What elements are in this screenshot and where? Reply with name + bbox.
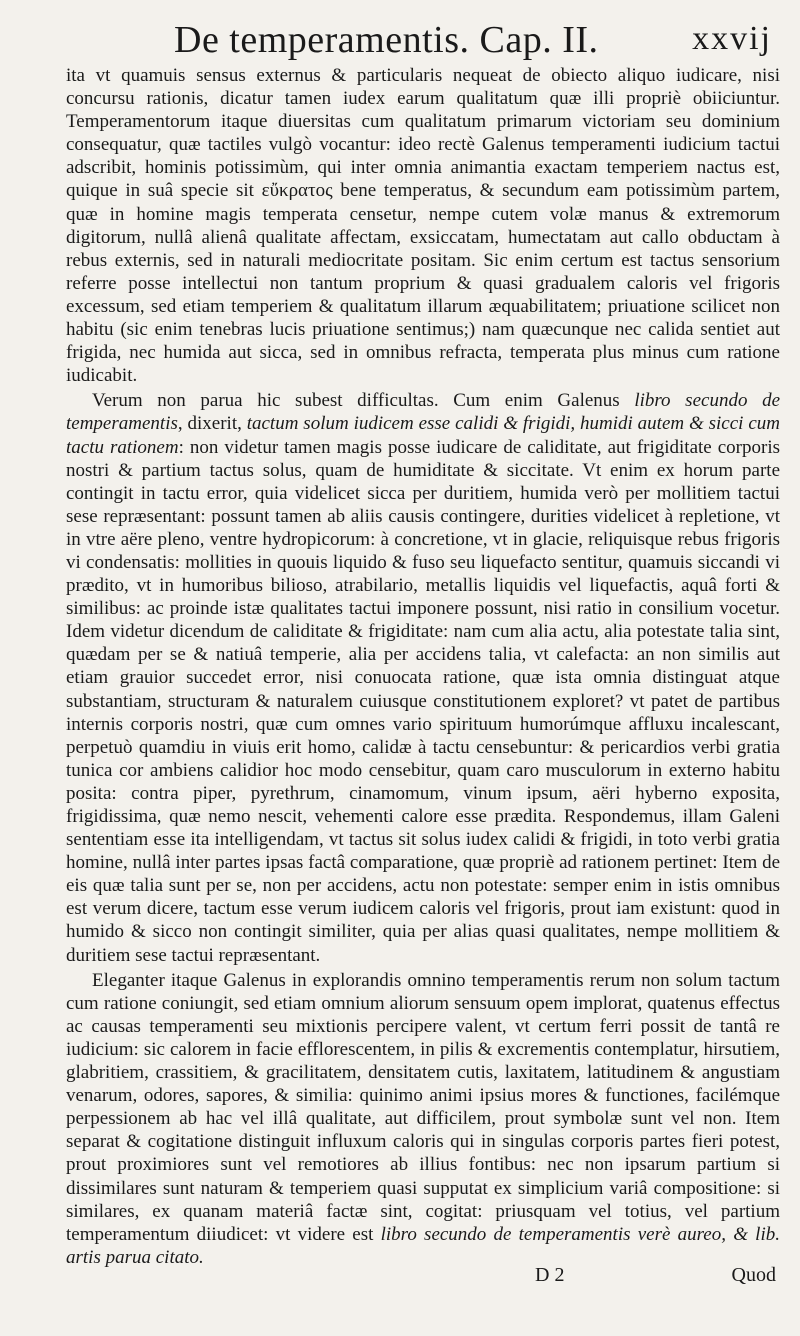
- paragraph-text: Eleganter itaque Galenus in explorandis omnino temperamentis rerum non solum tactum cum ratione coniungit, sed etiam omnium aliorum sensuum opem implorat, quatenus effectus ac causas temperamenti seu mixtionis percipere valent, vt certum ferri possit de tantâ re iudicium: sic calorem in facie efflorescentem, in pilis & excrementis contemplatur, hirsutiem, glabritiem, crassitiem, & gracilitatem, densitatem cutis, laxitatem, latitudinem & angustiam venarum, odores, sapores, & similia: quinimo animi ipsius mores & functiones, facilémque perpessionem ab hac vel illâ qualitate, aut difficilem, prout symbolæ sunt vel non. Item separat & cogitatione distinguit influxum caloris qui in singulas corporis partes fieri potest, prout proximiores sunt vel remotiores ab illius fontibus: nec non ipsarum partium si dissimilares sunt naturam & temperiem quasi supputat ex simplicium variâ compositione: si similares, ex quanam materiâ factæ sint, cogitat: priusquam vel totius, vel partium temperamentum diiudicet: vt videre est: [66, 969, 780, 1245]
- page-number: xxvij: [692, 20, 772, 57]
- paragraph-text: , dixerit,: [177, 413, 247, 435]
- running-title: De temperamentis. Cap. II.: [174, 19, 599, 61]
- italic-citation: libro secundo de temperamentis verè aureo, & lib. artis parua citato.: [66, 1223, 780, 1268]
- paragraph: [66, 64, 780, 387]
- signature-mark: D 2: [535, 1264, 565, 1286]
- paragraph-text: ita vt quamuis sensus externus & particularis nequeat de obiecto aliquo iudicare, nisi concursu rationis, dicatur tamen iudex earum qualitatum quæ illi propriè obiiciuntur. Temperamentorum itaque diuersitas cum qualitatum primarum victoriam seu dominium consequatur, quæ tactiles vulgò vocantur: ideo rectè Galenus temperamenti iudicium tactui adscribit, hominis potissimùm, qui inter omnia animantia exactam temperiem nactus est, quique in suâ specie sit εὔκρατος bene temperatus, & secundum eam potissimùm partem, quæ in homine magis temperata censetur, nempe cutem volæ manus & extremorum digitorum, nullâ alienâ qualitate affectam, exsiccatam, humectatam aut callo obductam à rebus externis, sed in naturali mediocritate positam. Sic enim certum est tactus sensorium referre posse intellectui non tantum proprium & quasi gradualem caloris vel frigoris excessum, sed etiam temperiem & qualitatum illarum æquabilitatem; priuatione scilicet non habitu (sic enim tenebras lucis priuatione sentimus;) nam quæcunque nec calida sentiet aut frigida, nec humida aut sicca, sed in omnibus refracta, temperata plus minus cum ratione iudicabit.: [66, 65, 780, 387]
- running-header: [0, 12, 800, 72]
- italic-citation: libro secundo de temperamentis: [66, 390, 780, 435]
- page-footer: [0, 1264, 800, 1294]
- paragraph: [66, 389, 780, 966]
- catchword: Quod: [731, 1264, 776, 1286]
- paragraph-text: : non videtur tamen magis posse iudicare de caliditate, aut frigiditate corporis nostri & partium tactus solus, quam de humiditate & siccitate. Vt enim ex horum parte contingit in tactu error, quia videlicet sicca per duritiem, humida verò per mollitiem tactui sese repræsentant: possunt tamen ab aliis causis contingere, durities videlicet à repletione, vt in vtre aëre pleno, ventre hydropicorum: à concretione, vt in glacie, reliquisque rebus frigoris vi condensatis: mollities in quouis liquido & fuso seu liquefacto sentitur, quamuis siccandi vi prædito, vt in humoribus bilioso, atrabilario, metallis liquidis vel liquefactis, aquâ forti & similibus: ac proinde istæ qualitates tactui imponere possunt, nisi ratio in consilium vocetur. Idem videtur dicendum de caliditate & frigiditate: nam cum alia actu, alia potestate talia sint, quædam per se & natiuâ temperie, alia per accidens talia, vt calefacta: an non similis aut etiam grauior succedet error, nisi conuocata ratione, quæ ista omnia distinguat atque substantiam, structuram & naturalem cuiusque constitutionem exploret? vt patet de partibus internis corporis nostri, quæ cum omnes vario spirituum humorúmque affluxu incalescant, perpetuò quamdiu in viuis erit homo, calidæ à tactu censebuntur: & pericardios verbi gratia tunica cor ambiens calidior hoc modo censebitur, quam caro musculorum in externo habitu posita: contra piper, pyrethrum, cinamomum, vinum ipsum, aëri hyberno exposita, frigidissima, quæ nemo nescit, vehementi calore esse prædita. Respondemus, illam Galeni sententiam esse ita intelligendam, vt tactus sit solus iudex calidi & frigidi, in toto verbi gratia homine, nullâ inter partes ipsas factâ comparatione, quæ propriè ad rationem pertinet: Item de eis quæ talia sunt per se, non per accidens, actu non potestate: semper enim in istis omnibus est verum dicere, tactum esse verum iudicem caloris vel frigoris, prout iam existunt: quod in humido & sicco non contingit similiter, quia per alias quasi qualitates, nempe mollitiem & duritiem sese tactui repræsentant.: [66, 436, 780, 966]
- italic-citation: tactum solum iudicem esse calidi & frigidi, humidi autem & sicci cum tactu rationem: [66, 413, 780, 458]
- body-text: [66, 64, 780, 1269]
- paragraph-text: Verum non parua hic subest difficultas. Cum enim Galenus: [92, 390, 635, 412]
- paragraph: [66, 969, 780, 1269]
